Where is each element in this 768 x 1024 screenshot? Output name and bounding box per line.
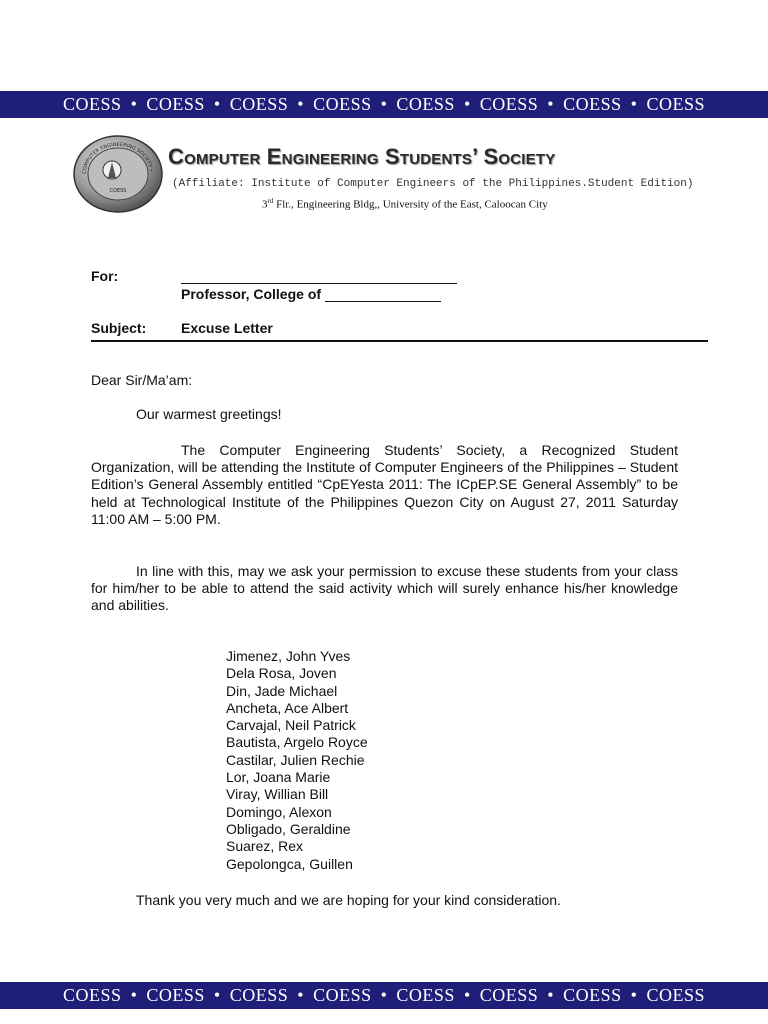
band-label: COESS (646, 94, 705, 114)
list-item: Suarez, Rex (226, 838, 304, 855)
subject-label: Subject: (91, 320, 147, 336)
list-item: Castilar, Julien Rechie (226, 751, 365, 768)
band-label: COESS (313, 94, 372, 114)
band-label: COESS (229, 985, 289, 1005)
affiliation-line: (Affiliate: Institute of Computer Engineers of the Philippines.Student Edition) (172, 178, 694, 190)
address-line (262, 197, 662, 211)
for-value (181, 286, 441, 302)
band-separator: • (630, 94, 638, 114)
band-separator: • (213, 94, 221, 114)
header-divider (91, 340, 708, 342)
address-floor-suffix: rd (267, 197, 274, 205)
band-label: COESS (63, 94, 122, 114)
list-item: Viray, Willian Bill (226, 786, 329, 803)
band-separator: • (380, 94, 388, 114)
band-label: COESS (229, 94, 289, 114)
band-separator: • (463, 94, 471, 114)
list-item: Jimenez, John Yves (226, 648, 351, 664)
band-separator: • (547, 94, 555, 114)
list-item: Dela Rosa, Joven (226, 665, 337, 682)
band-separator: • (547, 985, 555, 1005)
list-item: Domingo, Alexon (226, 803, 332, 820)
band-label: COESS (146, 94, 205, 114)
subject-value: Excuse Letter (181, 320, 273, 336)
band-label: COESS (396, 985, 455, 1005)
paragraph-event: The Computer Engineering Students’ Society, a Recognized Student Organization, will be attending the Institute of Computer Engineers of the Philippines – Student Edition’s General Assembly entitled “CpEYesta 2011: The ICpEP.SE General Assembly” to be held at Technological Institute of the Philippines Quezon City on August 27, 2011 Saturday 11:00 AM – 5:00 PM. (91, 442, 678, 527)
footer-band (0, 982, 768, 1009)
band-separator: • (297, 985, 305, 1005)
band-label: COESS (646, 985, 705, 1005)
for-value-text: Professor, College of (181, 286, 322, 302)
greeting: Our warmest greetings! (136, 406, 282, 422)
seal-ring-text: COMPUTER ENGINEERING SOCIETY • (81, 141, 154, 175)
address-rest: Flr., Engineering Bldg,, University of the East, Caloocan City (273, 198, 548, 211)
student-list (226, 648, 368, 873)
band-label: COESS (63, 985, 122, 1005)
list-item: Lor, Joana Marie (226, 769, 331, 786)
organization-name: Computer Engineering Students’ Society (168, 144, 556, 169)
list-item: Gepolongca, Guillen (226, 855, 353, 872)
list-item: Bautista, Argelo Royce (226, 734, 368, 751)
band-separator: • (463, 985, 471, 1005)
list-item: Ancheta, Ace Albert (226, 699, 349, 716)
header-band (0, 91, 768, 118)
seal-abbr: COESS (109, 188, 127, 194)
paragraph-request: In line with this, may we ask your permission to excuse these students from your class for him/her to be able to attend the said activity which will surely enhance his/her knowledge and abilities. (91, 563, 678, 614)
college-blank (325, 287, 441, 302)
band-label: COESS (479, 94, 539, 114)
band-label: COESS (563, 94, 622, 114)
band-label: COESS (563, 985, 622, 1005)
band-separator: • (130, 985, 138, 1005)
band-separator: • (380, 985, 388, 1005)
band-separator: • (213, 985, 221, 1005)
band-label: COESS (313, 985, 372, 1005)
band-separator: • (297, 94, 305, 114)
for-label: For: (91, 268, 119, 284)
closing: Thank you very much and we are hoping for your kind consideration. (136, 892, 561, 908)
band-label: COESS (479, 985, 539, 1005)
band-label: COESS (396, 94, 455, 114)
list-item: Obligado, Geraldine (226, 820, 351, 837)
salutation: Dear Sir/Ma’am: (91, 372, 193, 388)
band-separator: • (630, 985, 638, 1005)
band-label: COESS (146, 985, 205, 1005)
address-floor: 3 (262, 198, 268, 211)
list-item: Carvajal, Neil Patrick (226, 717, 356, 734)
list-item: Din, Jade Michael (226, 682, 338, 699)
recipient-name-blank (181, 283, 457, 284)
band-separator: • (130, 94, 138, 114)
society-seal-logo (72, 134, 164, 214)
